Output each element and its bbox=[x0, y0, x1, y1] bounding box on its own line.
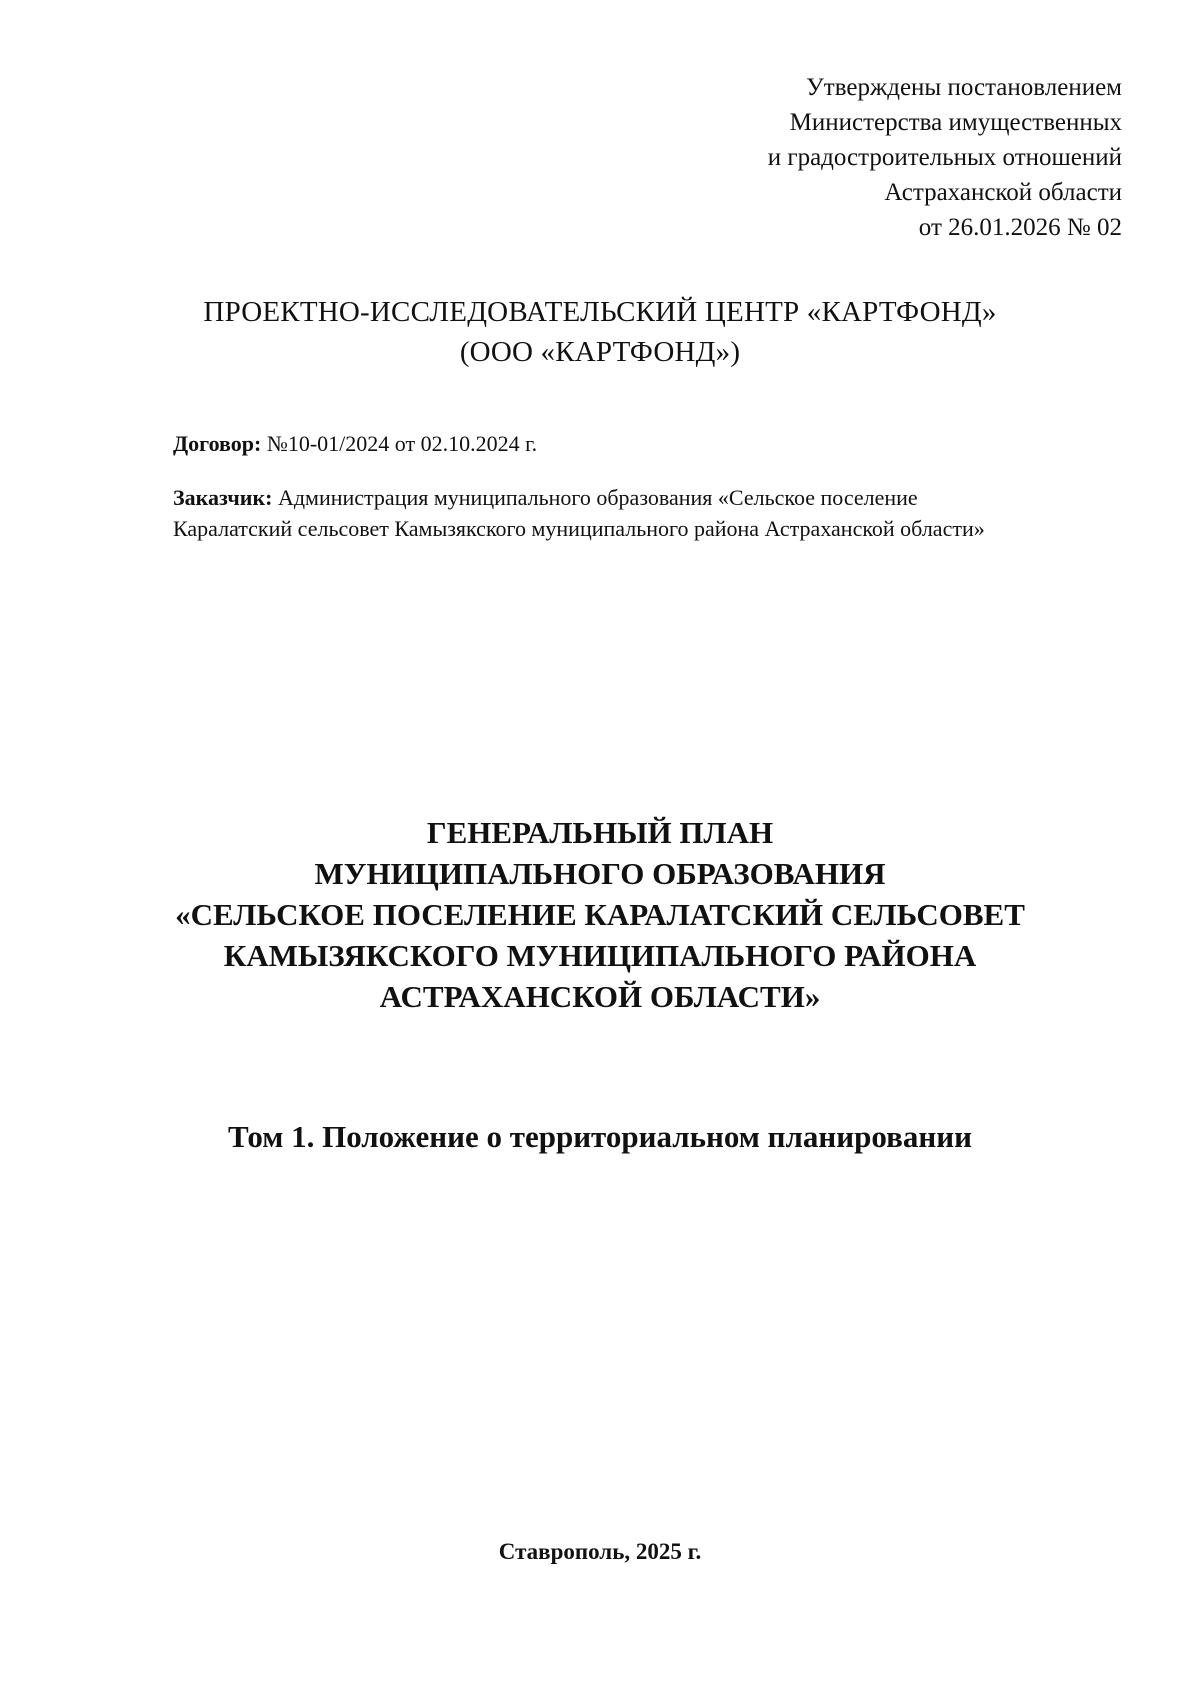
title-line: АСТРАХАНСКОЙ ОБЛАСТИ» bbox=[379, 979, 821, 1014]
title-line: КАМЫЗЯКСКОГО МУНИЦИПАЛЬНОГО РАЙОНА bbox=[223, 938, 977, 973]
customer-value-part1: Администрация муниципального образования «Сельское поселение bbox=[272, 485, 918, 510]
organization-heading bbox=[0, 292, 1200, 372]
document-title bbox=[0, 812, 1200, 1017]
customer-block bbox=[173, 482, 985, 544]
customer-value-part2: Каралатский сельсовет Камызякского муниципального района Астраханской области» bbox=[173, 516, 985, 541]
contract-value: №10-01/2024 от 02.10.2024 г. bbox=[261, 431, 538, 456]
approval-line: Утверждены постановлением bbox=[806, 74, 1122, 101]
contract-label: Договор: bbox=[173, 431, 262, 456]
contract-line bbox=[173, 429, 537, 459]
approval-line: и градостроительных отношений bbox=[767, 144, 1122, 171]
customer-label: Заказчик: bbox=[173, 485, 273, 510]
organization-name: ПРОЕКТНО-ИССЛЕДОВАТЕЛЬСКИЙ ЦЕНТР «КАРТФОНД» bbox=[203, 296, 997, 328]
approval-block bbox=[768, 70, 1122, 245]
title-line: «СЕЛЬСКОЕ ПОСЕЛЕНИЕ КАРАЛАТСКИЙ СЕЛЬСОВЕТ bbox=[175, 897, 1025, 932]
approval-line: Астраханской области bbox=[884, 179, 1122, 206]
approval-line: Министерства имущественных bbox=[789, 109, 1122, 136]
organization-short-name: (ООО «КАРТФОНД») bbox=[459, 336, 741, 368]
approval-line: от 26.01.2026 № 02 bbox=[918, 214, 1122, 241]
customer-line-1 bbox=[173, 482, 985, 513]
volume-title: Том 1. Положение о территориальном планировании bbox=[228, 1119, 972, 1154]
title-line: МУНИЦИПАЛЬНОГО ОБРАЗОВАНИЯ bbox=[314, 856, 886, 891]
place-year: Ставрополь, 2025 г. bbox=[498, 1539, 702, 1564]
title-line: ГЕНЕРАЛЬНЫЙ ПЛАН bbox=[426, 815, 774, 850]
